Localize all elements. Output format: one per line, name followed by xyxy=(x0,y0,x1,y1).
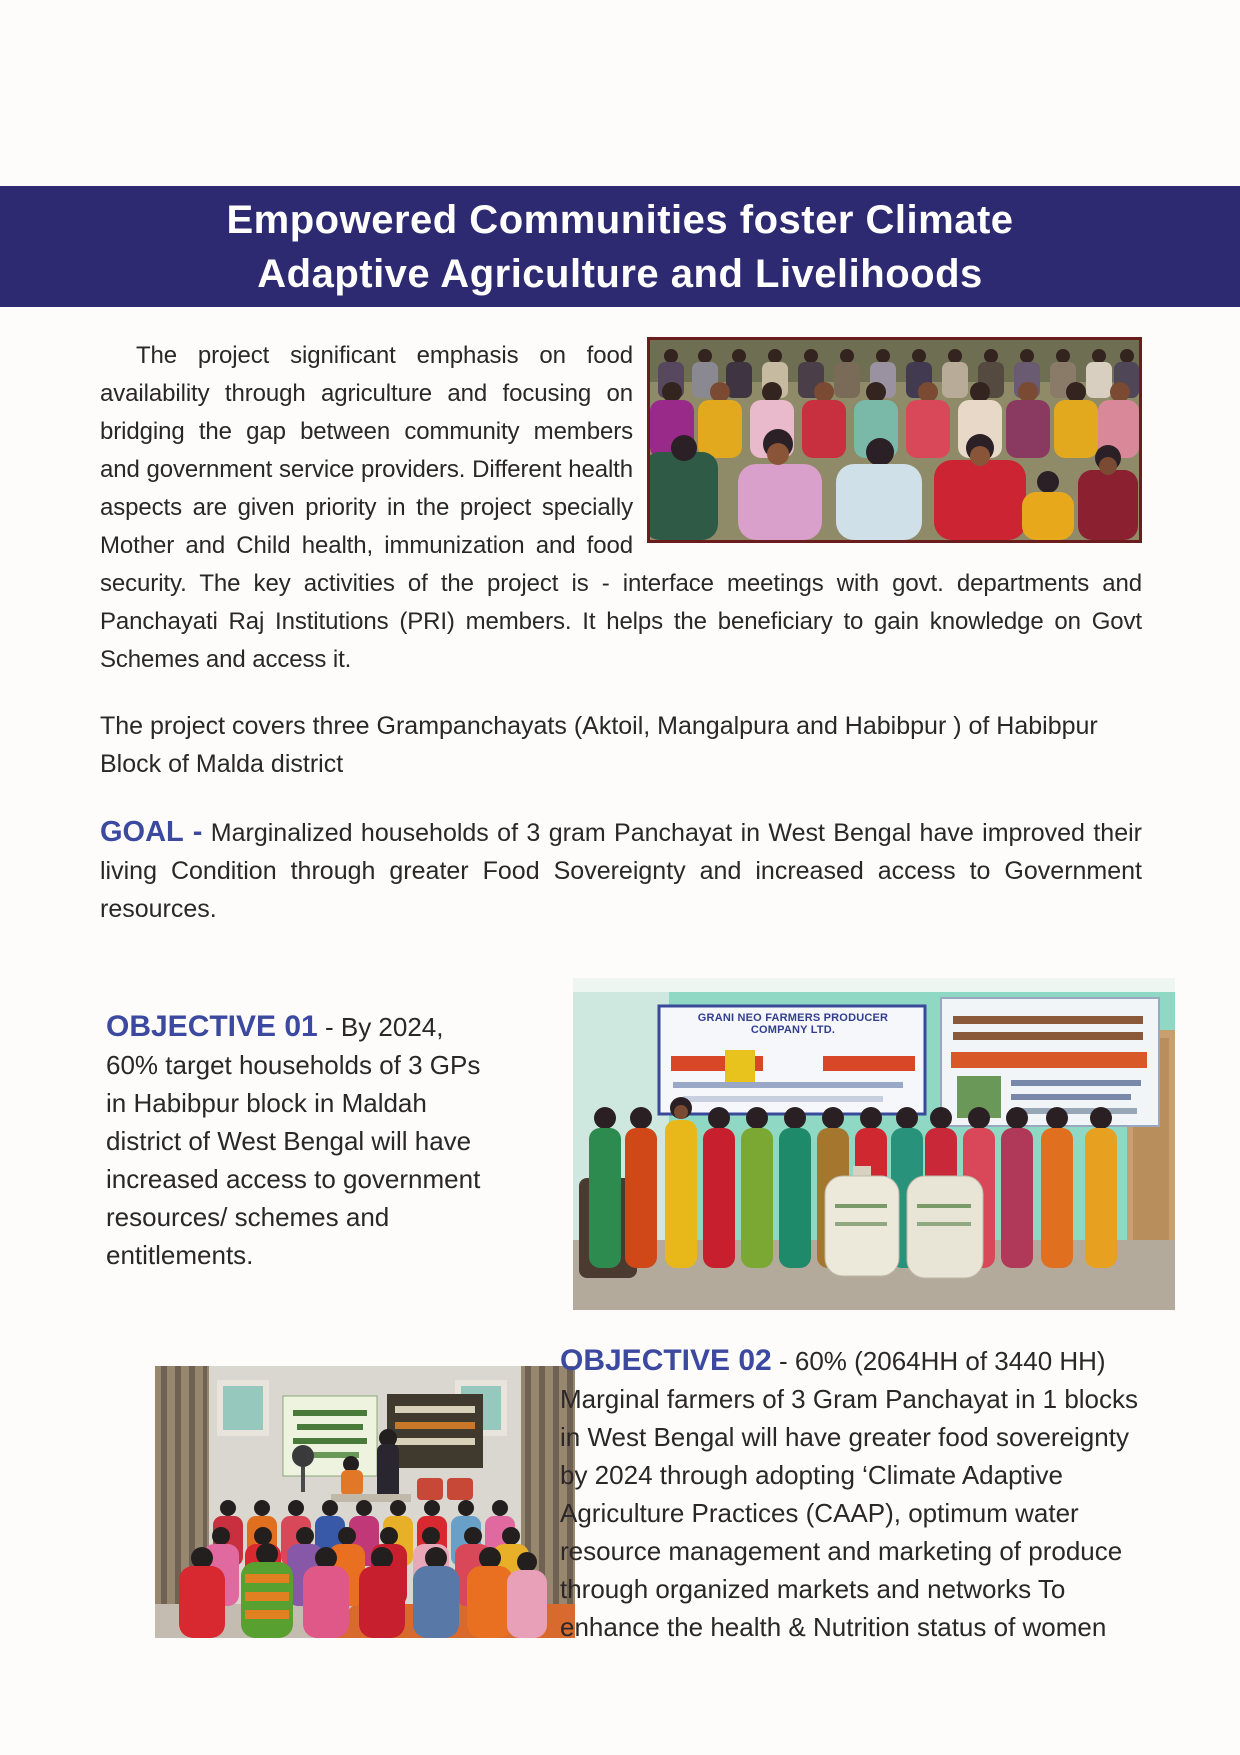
goal-label: GOAL - xyxy=(100,816,203,848)
intro-section xyxy=(100,337,1142,679)
objective1-section xyxy=(100,962,1142,1298)
goal-paragraph xyxy=(100,813,1142,928)
objective2-label: OBJECTIVE 02 xyxy=(560,1344,772,1377)
goal-text: Marginalized households of 3 gram Panchayat in West Bengal have improved their living Condition through greater Food Sovereignty and increased access to Government resources. xyxy=(100,819,1142,923)
coverage-paragraph: The project covers three Grampanchayats (Aktoil, Mangalpura and Habibpur ) of Habibpur Block of Malda district xyxy=(100,712,1098,778)
title-banner xyxy=(0,186,1240,307)
objective1-text: - By 2024, 60% target households of 3 GPs in Habibpur block in Maldah district of West Bengal will have increased access to government resources/ schemes and entitlements. xyxy=(106,1012,481,1270)
objective2-paragraph xyxy=(560,1342,1152,1646)
page-content xyxy=(0,337,1240,1654)
photo-indoor-training-session xyxy=(155,1366,575,1638)
objective1-paragraph xyxy=(106,1008,502,1274)
page-title-line1: Empowered Communities foster Climate xyxy=(226,197,1014,242)
objective1-label: OBJECTIVE 01 xyxy=(106,1010,318,1043)
photo-outdoor-community-gathering xyxy=(647,337,1142,543)
intro-paragraph: The project significant emphasis on food availability through agriculture and focusing on bridging the gap between community members and government service providers. Different health aspects are given priority in the project specially Mother and Child health, immunization and food security. The key activities of the project is - interface meetings with govt. departments and Panchayati Raj Institutions (PRI) members. It helps the beneficiary to gain knowledge on Govt Schemes and access it. xyxy=(100,342,1142,673)
objective2-section xyxy=(100,1342,1142,1654)
page-title-line2: Adaptive Agriculture and Livelihoods xyxy=(257,251,983,296)
photo-farmers-group-with-grain-sacks xyxy=(573,978,1175,1310)
objective2-text: - 60% (2064HH of 3440 HH) Marginal farmers of 3 Gram Panchayat in 1 blocks in West Bengal will have greater food sovereignty by 2024 through adopting ‘Climate Adaptive Agriculture Practices (CAAP), optimum water resource management and marketing of produce through organized markets and networks To enhance the health & Nutrition status of women xyxy=(560,1346,1139,1642)
photo-banner-text: GRANI NEO FARMERS PRODUCER COMPANY LTD. xyxy=(697,1012,889,1036)
